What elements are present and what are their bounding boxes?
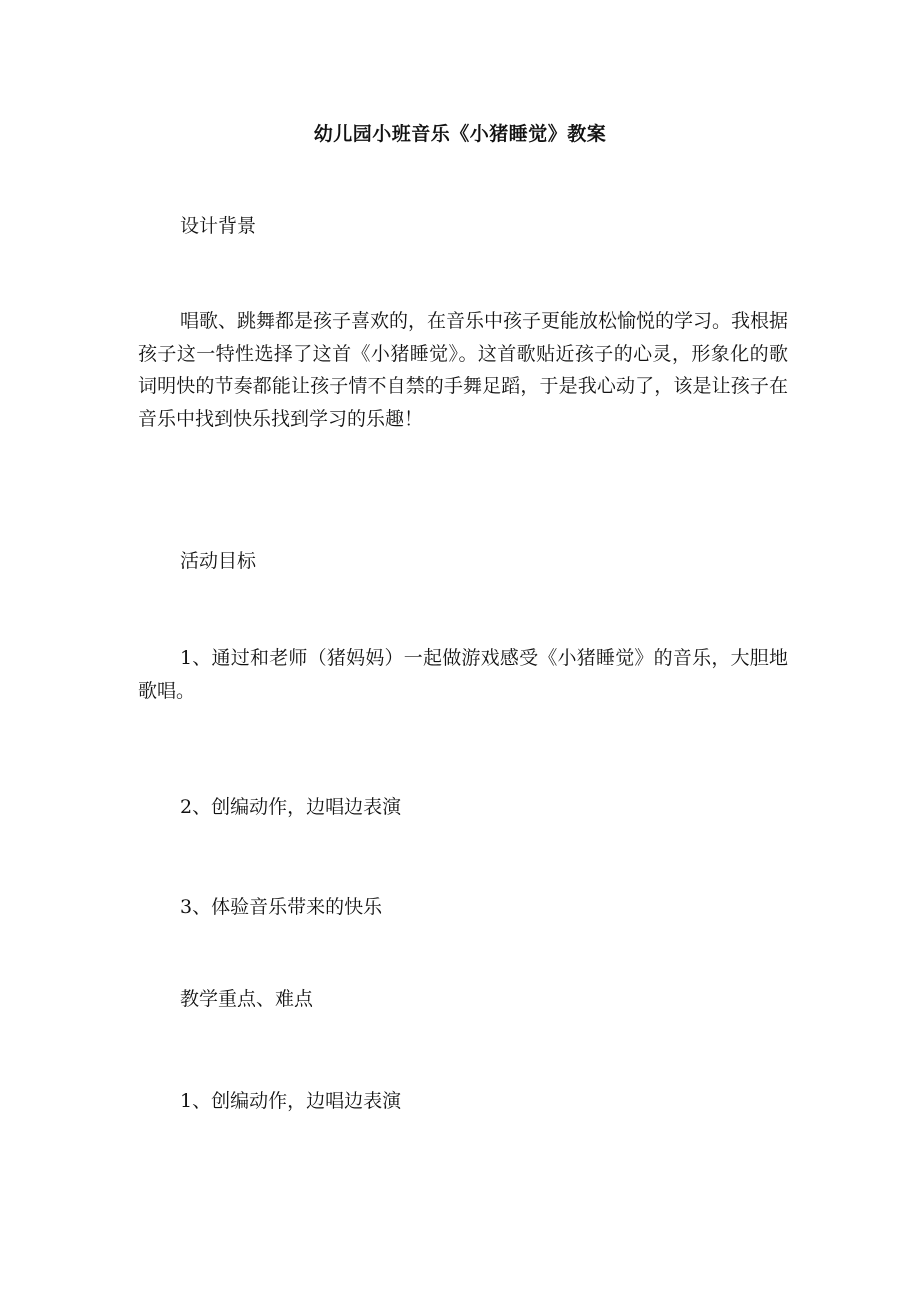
section-heading-key-points: 教学重点、难点: [180, 988, 314, 1010]
key-point-item-1: 1、创编动作，边唱边表演: [180, 1090, 402, 1112]
section-heading-activity-goals: 活动目标: [180, 550, 257, 572]
section-heading-design-background: 设计背景: [180, 215, 257, 237]
goal-item-1: 1、通过和老师（猪妈妈）一起做游戏感受《小猪睡觉》的音乐，大胆地歌唱。: [138, 647, 788, 702]
document-title: 幼儿园小班音乐《小猪睡觉》教案: [313, 123, 607, 145]
goal-item-2: 2、创编动作，边唱边表演: [180, 796, 402, 818]
design-background-paragraph: 唱歌、跳舞都是孩子喜欢的，在音乐中孩子更能放松愉悦的学习。我根据孩子这一特性选择了这首《小猪睡觉》。这首歌贴近孩子的心灵，形象化的歌词明快的节奏都能让孩子情不自禁的手舞足蹈，于是我心动了，该是让孩子在音乐中找到快乐找到学习的乐趣！: [138, 310, 789, 430]
goal-item-3: 3、体验音乐带来的快乐: [180, 896, 383, 918]
